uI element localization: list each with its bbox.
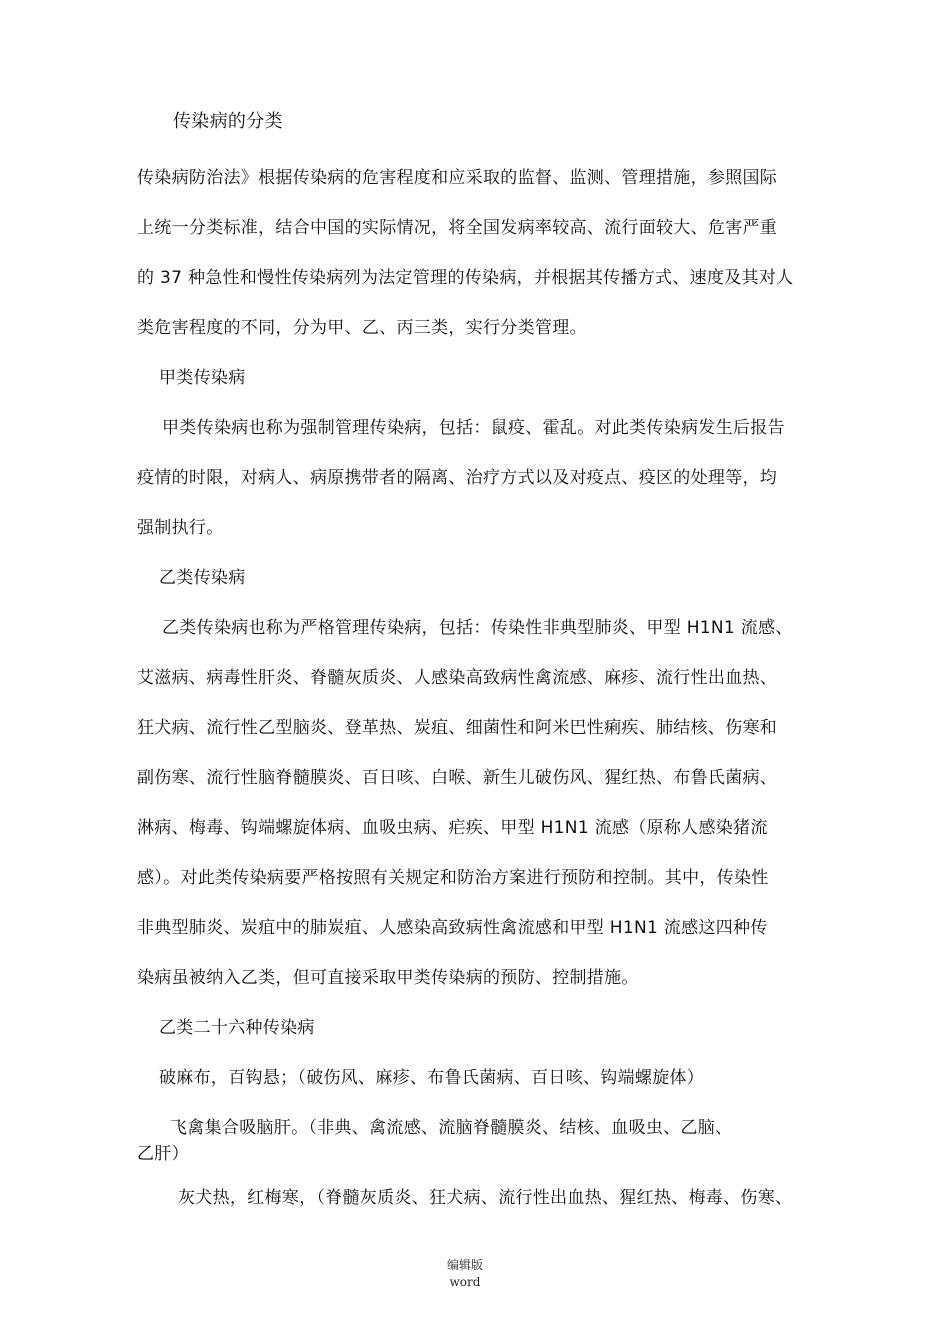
mnemonic-heading: 乙类二十六种传染病 — [159, 1018, 315, 1038]
document-title: 传染病的分类 — [173, 111, 283, 132]
footer-word: word — [449, 1275, 481, 1289]
class-a-heading: 甲类传染病 — [159, 368, 246, 388]
mnemonic-line-1: 破麻布，百钩悬；（破伤风、麻疹、布鲁氏菌病、百日咳、钩端螺旋体） — [159, 1068, 705, 1088]
class-b-line-4: 副伤寒、流行性脑脊髓膜炎、百日咳、白喉、新生儿破伤风、猩红热、布鲁氏菌病、 — [137, 768, 778, 788]
mnemonic-line-2: 飞禽集合吸脑肝。（非典、禽流感、流脑脊髓膜炎、结核、血吸虫、乙脑、 — [170, 1118, 733, 1138]
mnemonic-line-2-cont: 乙肝） — [137, 1144, 189, 1164]
class-a-line-2: 疫情的时限，对病人、病原携带者的隔离、治疗方式以及对疫点、疫区的处理等，均 — [137, 468, 778, 488]
class-b-line-1: 乙类传染病也称为严格管理传染病，包括：传染性非典型肺炎、甲型 H1N1 流感、 — [162, 618, 793, 638]
footer-label: 编辑版 — [446, 1258, 483, 1272]
class-b-heading: 乙类传染病 — [159, 568, 246, 588]
intro-line-1: 传染病防治法》根据传染病的危害程度和应采取的监督、监测、管理措施，参照国际 — [137, 168, 778, 188]
intro-line-2: 上统一分类标准，结合中国的实际情况，将全国发病率较高、流行面较大、危害严重 — [137, 218, 778, 238]
class-b-line-7: 非典型肺炎、炭疽中的肺炭疽、人感染高致病性禽流感和甲型 H1N1 流感这四种传 — [137, 918, 768, 938]
class-b-line-5: 淋病、梅毒、钩端螺旋体病、血吸虫病、疟疾、甲型 H1N1 流感（原称人感染猪流 — [137, 818, 768, 838]
class-b-line-6: 感）。对此类传染病要严格按照有关规定和防治方案进行预防和控制。其中，传染性 — [137, 868, 769, 888]
intro-line-4: 类危害程度的不同，分为甲、乙、丙三类，实行分类管理。 — [137, 318, 587, 338]
intro-line-3: 的 37 种急性和慢性传染病列为法定管理的传染病，并根据其传播方式、速度及其对人 — [137, 268, 794, 288]
class-a-line-3: 强制执行。 — [137, 518, 224, 538]
class-a-line-1: 甲类传染病也称为强制管理传染病，包括：鼠疫、霍乱。对此类传染病发生后报告 — [162, 418, 785, 438]
class-b-line-2: 艾滋病、病毒性肝炎、脊髓灰质炎、人感染高致病性禽流感、麻疹、流行性出血热、 — [137, 668, 778, 688]
class-b-line-8: 染病虽被纳入乙类，但可直接采取甲类传染病的预防、控制措施。 — [137, 968, 639, 988]
mnemonic-line-3: 灰犬热，红梅寒，（脊髓灰质炎、狂犬病、流行性出血热、猩红热、梅毒、伤寒、 — [178, 1188, 793, 1208]
class-b-line-3: 狂犬病、流行性乙型脑炎、登革热、炭疽、细菌性和阿米巴性痢疾、肺结核、伤寒和 — [137, 718, 778, 738]
